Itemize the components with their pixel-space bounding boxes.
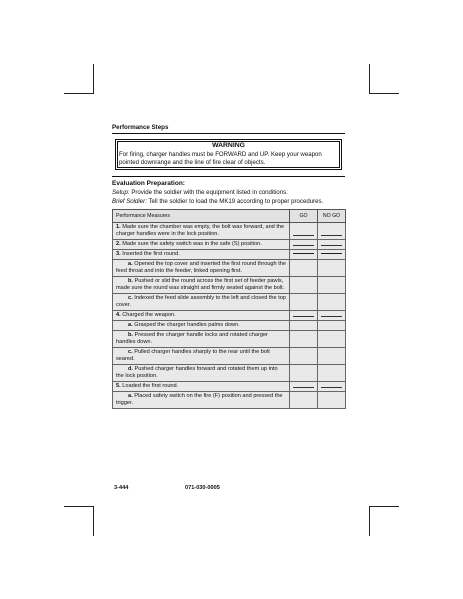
setup-line [112,189,345,197]
table-row [113,321,346,331]
brief-line [112,198,345,206]
table-row [113,240,346,250]
go-cell [290,382,318,392]
go-blank-line[interactable] [293,253,314,254]
no-go-blank-line[interactable] [321,387,342,388]
go-cell [290,392,318,409]
table-row [113,365,346,382]
no-go-cell [318,277,346,294]
step-text: Pushed charger handles forward and rotated them up into the lock position. [116,366,278,380]
step-cell [113,240,290,250]
no-go-cell [318,311,346,321]
header-go: GO [290,210,318,223]
no-go-blank-line[interactable] [321,245,342,246]
table-row [113,294,346,311]
step-number: 3. [116,251,121,258]
go-blank-line[interactable] [293,316,314,317]
step-text: Made sure the chamber was empty, the bolt was forward, and the charger handles were in the lock position. [116,224,285,238]
table-row [113,260,346,277]
brief-text: Tell the soldier to load the MK19 according to proper procedures. [148,197,324,205]
step-text: Made sure the safety switch was in the safe (S) position. [122,241,262,248]
crop-mark [369,93,399,94]
go-blank-line[interactable] [293,235,314,236]
go-cell [290,240,318,250]
go-cell [290,365,318,382]
crop-mark [369,506,370,536]
no-go-cell [318,223,346,240]
no-go-blank-line[interactable] [321,316,342,317]
table-row [113,392,346,409]
step-cell [113,223,290,240]
step-cell [113,311,290,321]
no-go-cell [318,365,346,382]
step-number: d. [128,366,133,373]
go-cell [290,277,318,294]
step-number: a. [128,393,133,400]
section-title: Performance Steps [112,123,345,134]
no-go-cell [318,331,346,348]
crop-mark [369,64,370,94]
step-number: 4. [116,312,121,319]
step-text: Pressed the charger handle locks and rotated charger handles down. [116,332,268,346]
go-blank-line[interactable] [293,387,314,388]
warning-title: WARNING [212,142,245,149]
step-text: Charged the weapon. [122,312,176,319]
evaluation-heading: Evaluation Preparation: [112,176,345,187]
no-go-cell [318,260,346,277]
table-body [113,223,346,409]
sub-step-cell [113,348,290,365]
step-number: c. [128,349,133,356]
step-number: a. [128,261,133,268]
no-go-blank-line[interactable] [321,253,342,254]
no-go-cell [318,382,346,392]
sub-step-cell [113,260,290,277]
no-go-cell [318,250,346,260]
sub-step-cell [113,277,290,294]
step-text: Pushed or slid the round across the first set of feeder pawls, made sure the round was straight and firmly seated against the bolt. [116,278,285,292]
step-number: 2. [116,241,121,248]
step-number: 5. [116,383,121,390]
header-no-go: NO GO [318,210,346,223]
no-go-cell [318,321,346,331]
step-cell [113,250,290,260]
step-number: c. [128,295,133,302]
crop-mark [93,506,94,536]
task-number: 071-030-0005 [185,485,220,491]
go-cell [290,348,318,365]
sub-step-cell [113,365,290,382]
go-cell [290,250,318,260]
crop-mark [64,506,94,507]
setup-label: Setup: [112,189,130,197]
step-text: Pulled charger handles sharply to the rear until the bolt seared. [116,349,270,363]
warning-text: For firing, charger handles must be FORWARD and UP. Keep your weapon pointed downrange and the line of fire clear of objects. [119,151,322,166]
go-cell [290,294,318,311]
brief-label: Brief Soldier: [112,197,147,205]
table-row [113,223,346,240]
go-cell [290,331,318,348]
no-go-cell [318,240,346,250]
crop-mark [369,506,399,507]
step-number: 1. [116,224,121,231]
no-go-cell [318,348,346,365]
table-row [113,331,346,348]
step-text: Placed safety switch on the fire (F) position and pressed the trigger. [116,393,283,407]
page-number: 3-444 [114,485,129,491]
step-text: Grasped the charger handles palms down. [134,322,240,329]
no-go-cell [318,294,346,311]
crop-mark [64,93,94,94]
table-header-row [113,210,346,223]
table-row [113,348,346,365]
table-row [113,382,346,392]
warning-box [115,139,342,170]
step-text: Indexed the feed slide assembly to the left and closed the top cover. [116,295,286,309]
setup-text: Provide the soldier with the equipment listed in conditions. [131,189,288,197]
go-cell [290,260,318,277]
header-measures: Performance Measures [113,210,290,223]
step-text: Opened the top cover and inserted the first round through the feed throat and into the feeder, linked opening first. [116,261,286,275]
step-text: Inserted the first round. [122,251,180,258]
table-row [113,250,346,260]
go-cell [290,321,318,331]
performance-measures-table [112,209,346,409]
table-row [113,311,346,321]
crop-mark [93,64,94,94]
step-text: Loaded the first round. [122,383,179,390]
no-go-blank-line[interactable] [321,235,342,236]
no-go-cell [318,392,346,409]
step-number: a. [128,322,133,329]
page-content [112,123,345,409]
table-row [113,277,346,294]
sub-step-cell [113,321,290,331]
sub-step-cell [113,294,290,311]
step-number: b. [128,278,133,285]
step-number: b. [128,332,133,339]
go-blank-line[interactable] [293,245,314,246]
go-cell [290,223,318,240]
sub-step-cell [113,331,290,348]
go-cell [290,311,318,321]
sub-step-cell [113,392,290,409]
step-cell [113,382,290,392]
